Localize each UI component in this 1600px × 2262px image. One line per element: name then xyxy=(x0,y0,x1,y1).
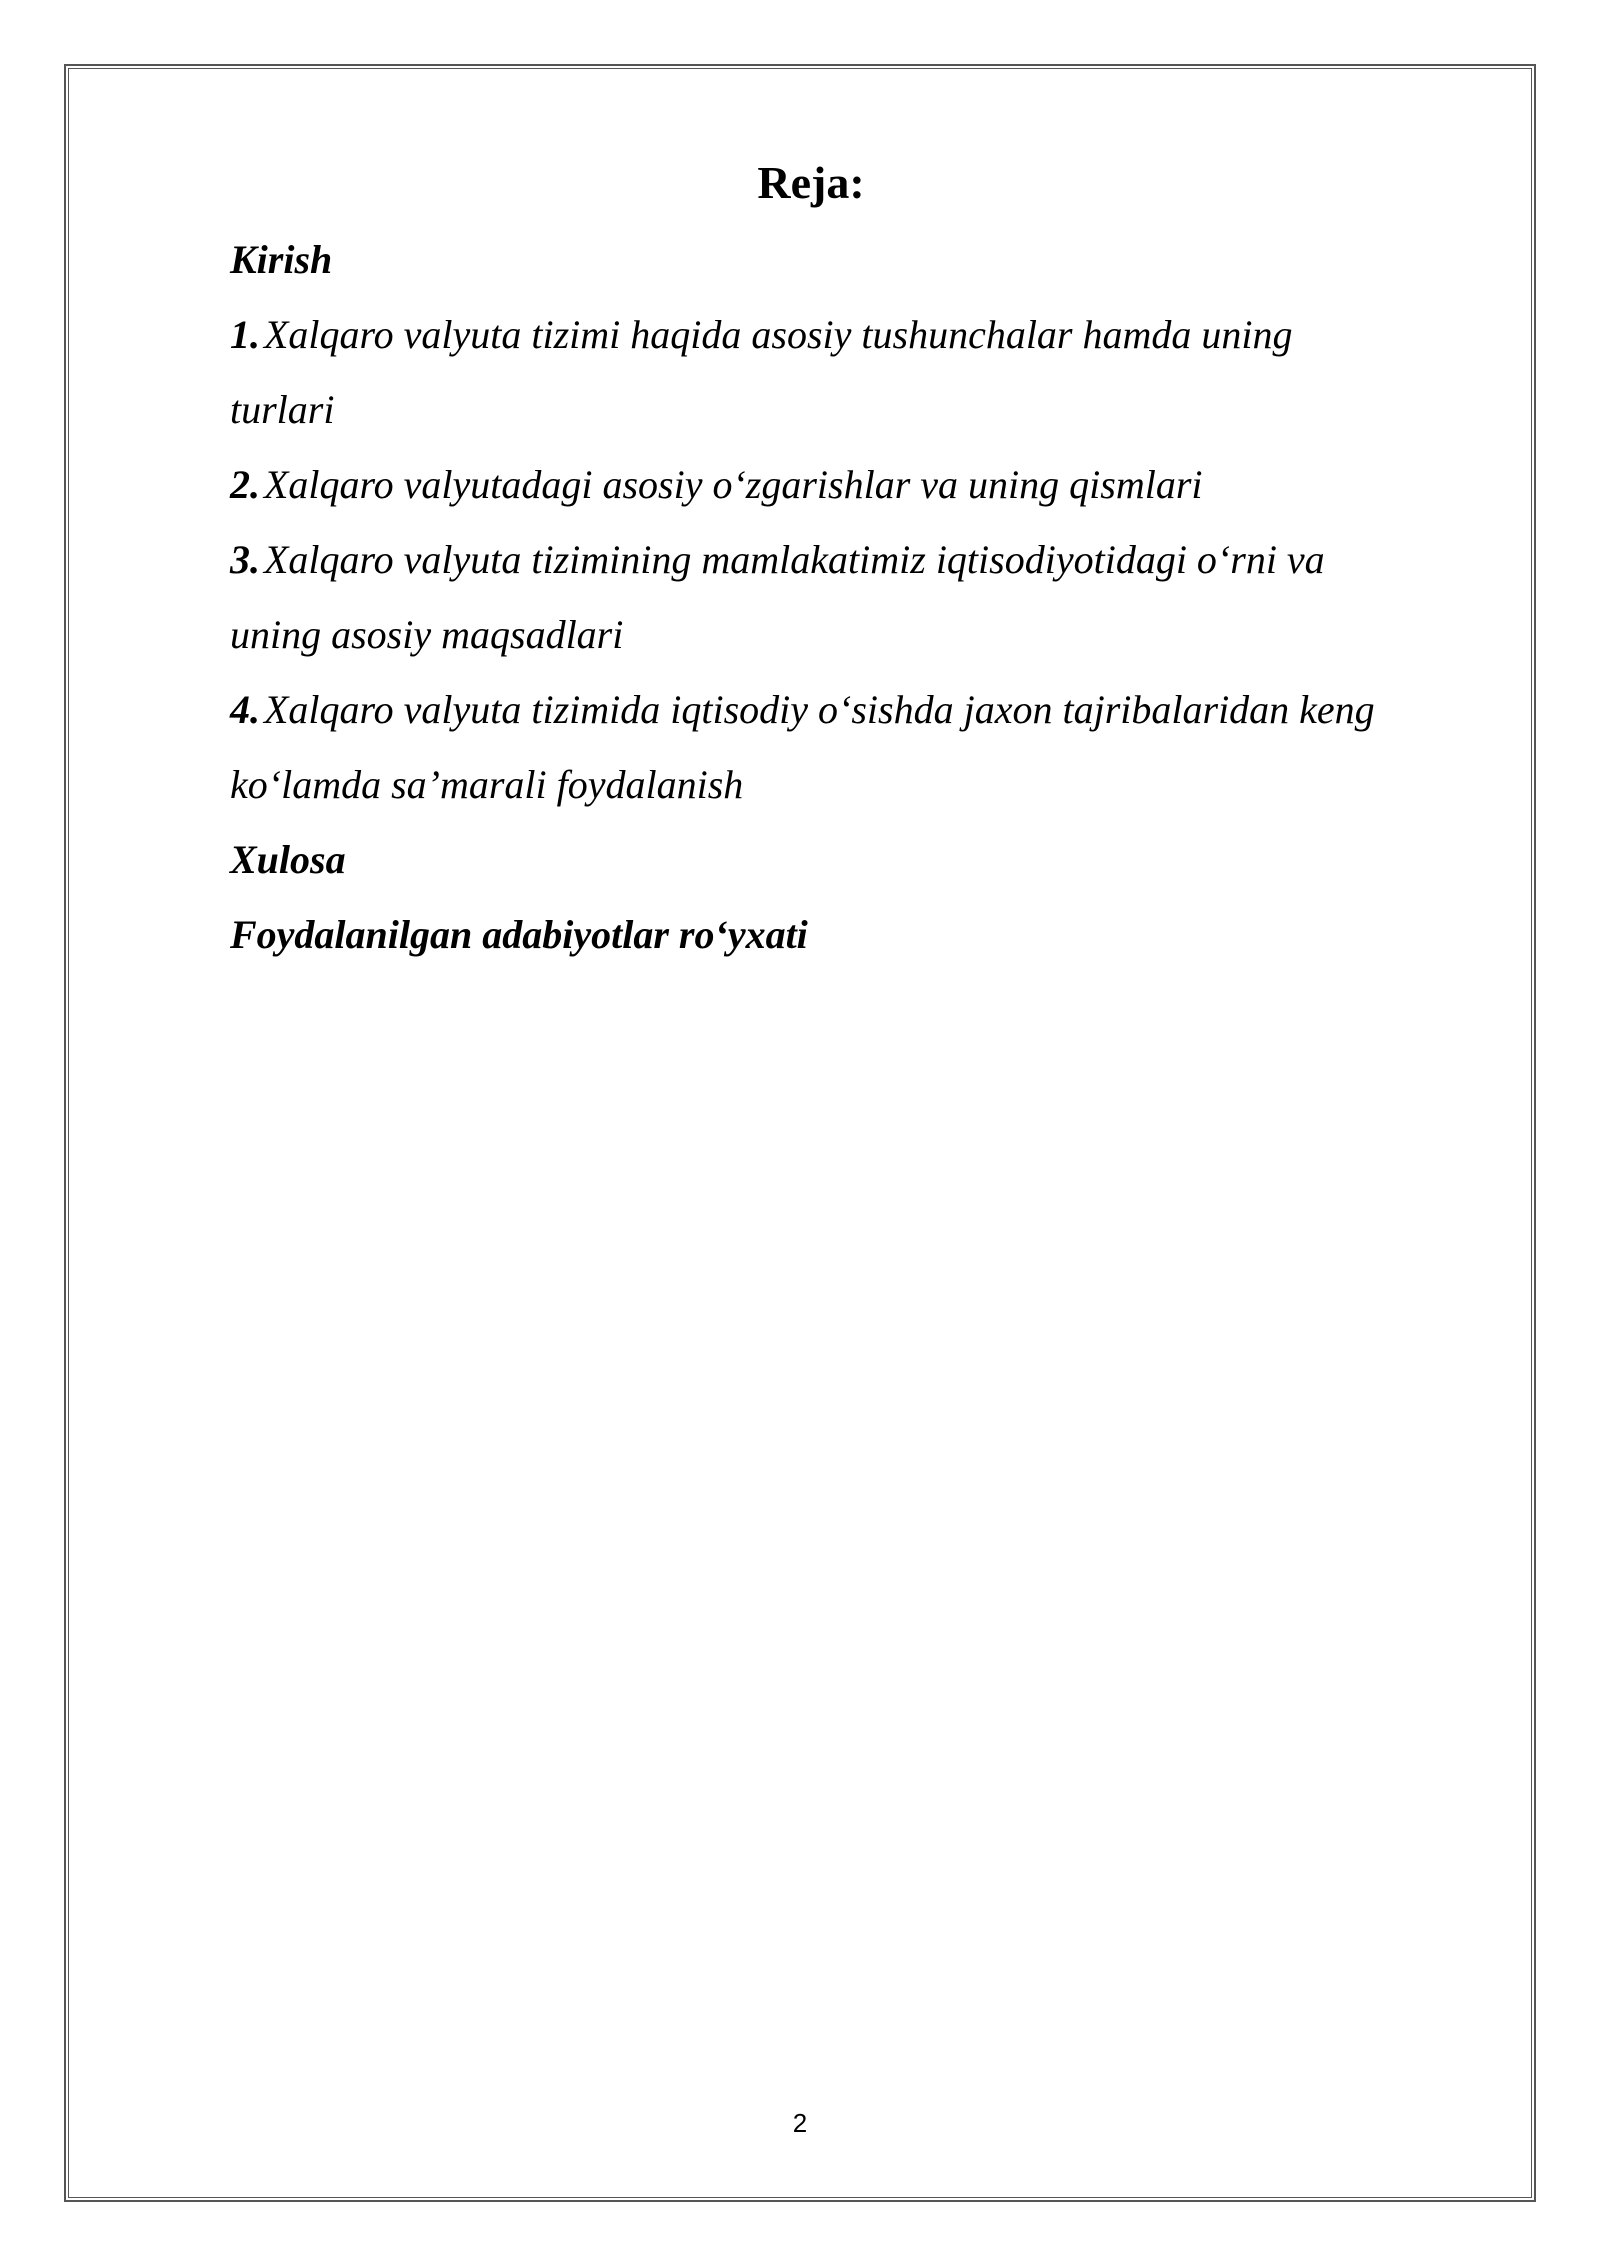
page-number: 2 xyxy=(792,2108,808,2138)
toc-item-text: Xalqaro valyuta tizimi haqida asosiy tushunchalar hamda uning xyxy=(264,312,1293,357)
toc-item-number: 3. xyxy=(230,537,260,582)
toc-item-text: Xalqaro valyutadagi asosiy o‘zgarishlar va uning qismlari xyxy=(264,462,1203,507)
toc-item-2 xyxy=(230,447,1480,522)
toc-references: Foydalanilgan adabiyotlar ro‘yxati xyxy=(230,912,808,957)
document-body xyxy=(230,150,1480,972)
toc-item-3 xyxy=(230,522,1480,597)
toc-item-number: 2. xyxy=(230,462,260,507)
toc-item-1 xyxy=(230,297,1480,372)
toc-conclusion: Xulosa xyxy=(230,837,346,882)
toc-item-text: Xalqaro valyuta tizimida iqtisodiy o‘sishda jaxon tajribalaridan keng xyxy=(264,687,1375,732)
toc-item-text: Xalqaro valyuta tizimining mamlakatimiz iqtisodiyotidagi o‘rni va xyxy=(264,537,1325,582)
toc-item-number: 1. xyxy=(230,312,260,357)
toc-intro: Kirish xyxy=(230,237,333,282)
toc-item-1-continued: turlari xyxy=(230,387,335,432)
page-title: Reja: xyxy=(757,157,865,208)
toc-item-4 xyxy=(230,672,1480,747)
toc-item-number: 4. xyxy=(230,687,260,732)
toc-item-4-continued: ko‘lamda sa’marali foydalanish xyxy=(230,762,744,807)
toc-item-3-continued: uning asosiy maqsadlari xyxy=(230,612,624,657)
